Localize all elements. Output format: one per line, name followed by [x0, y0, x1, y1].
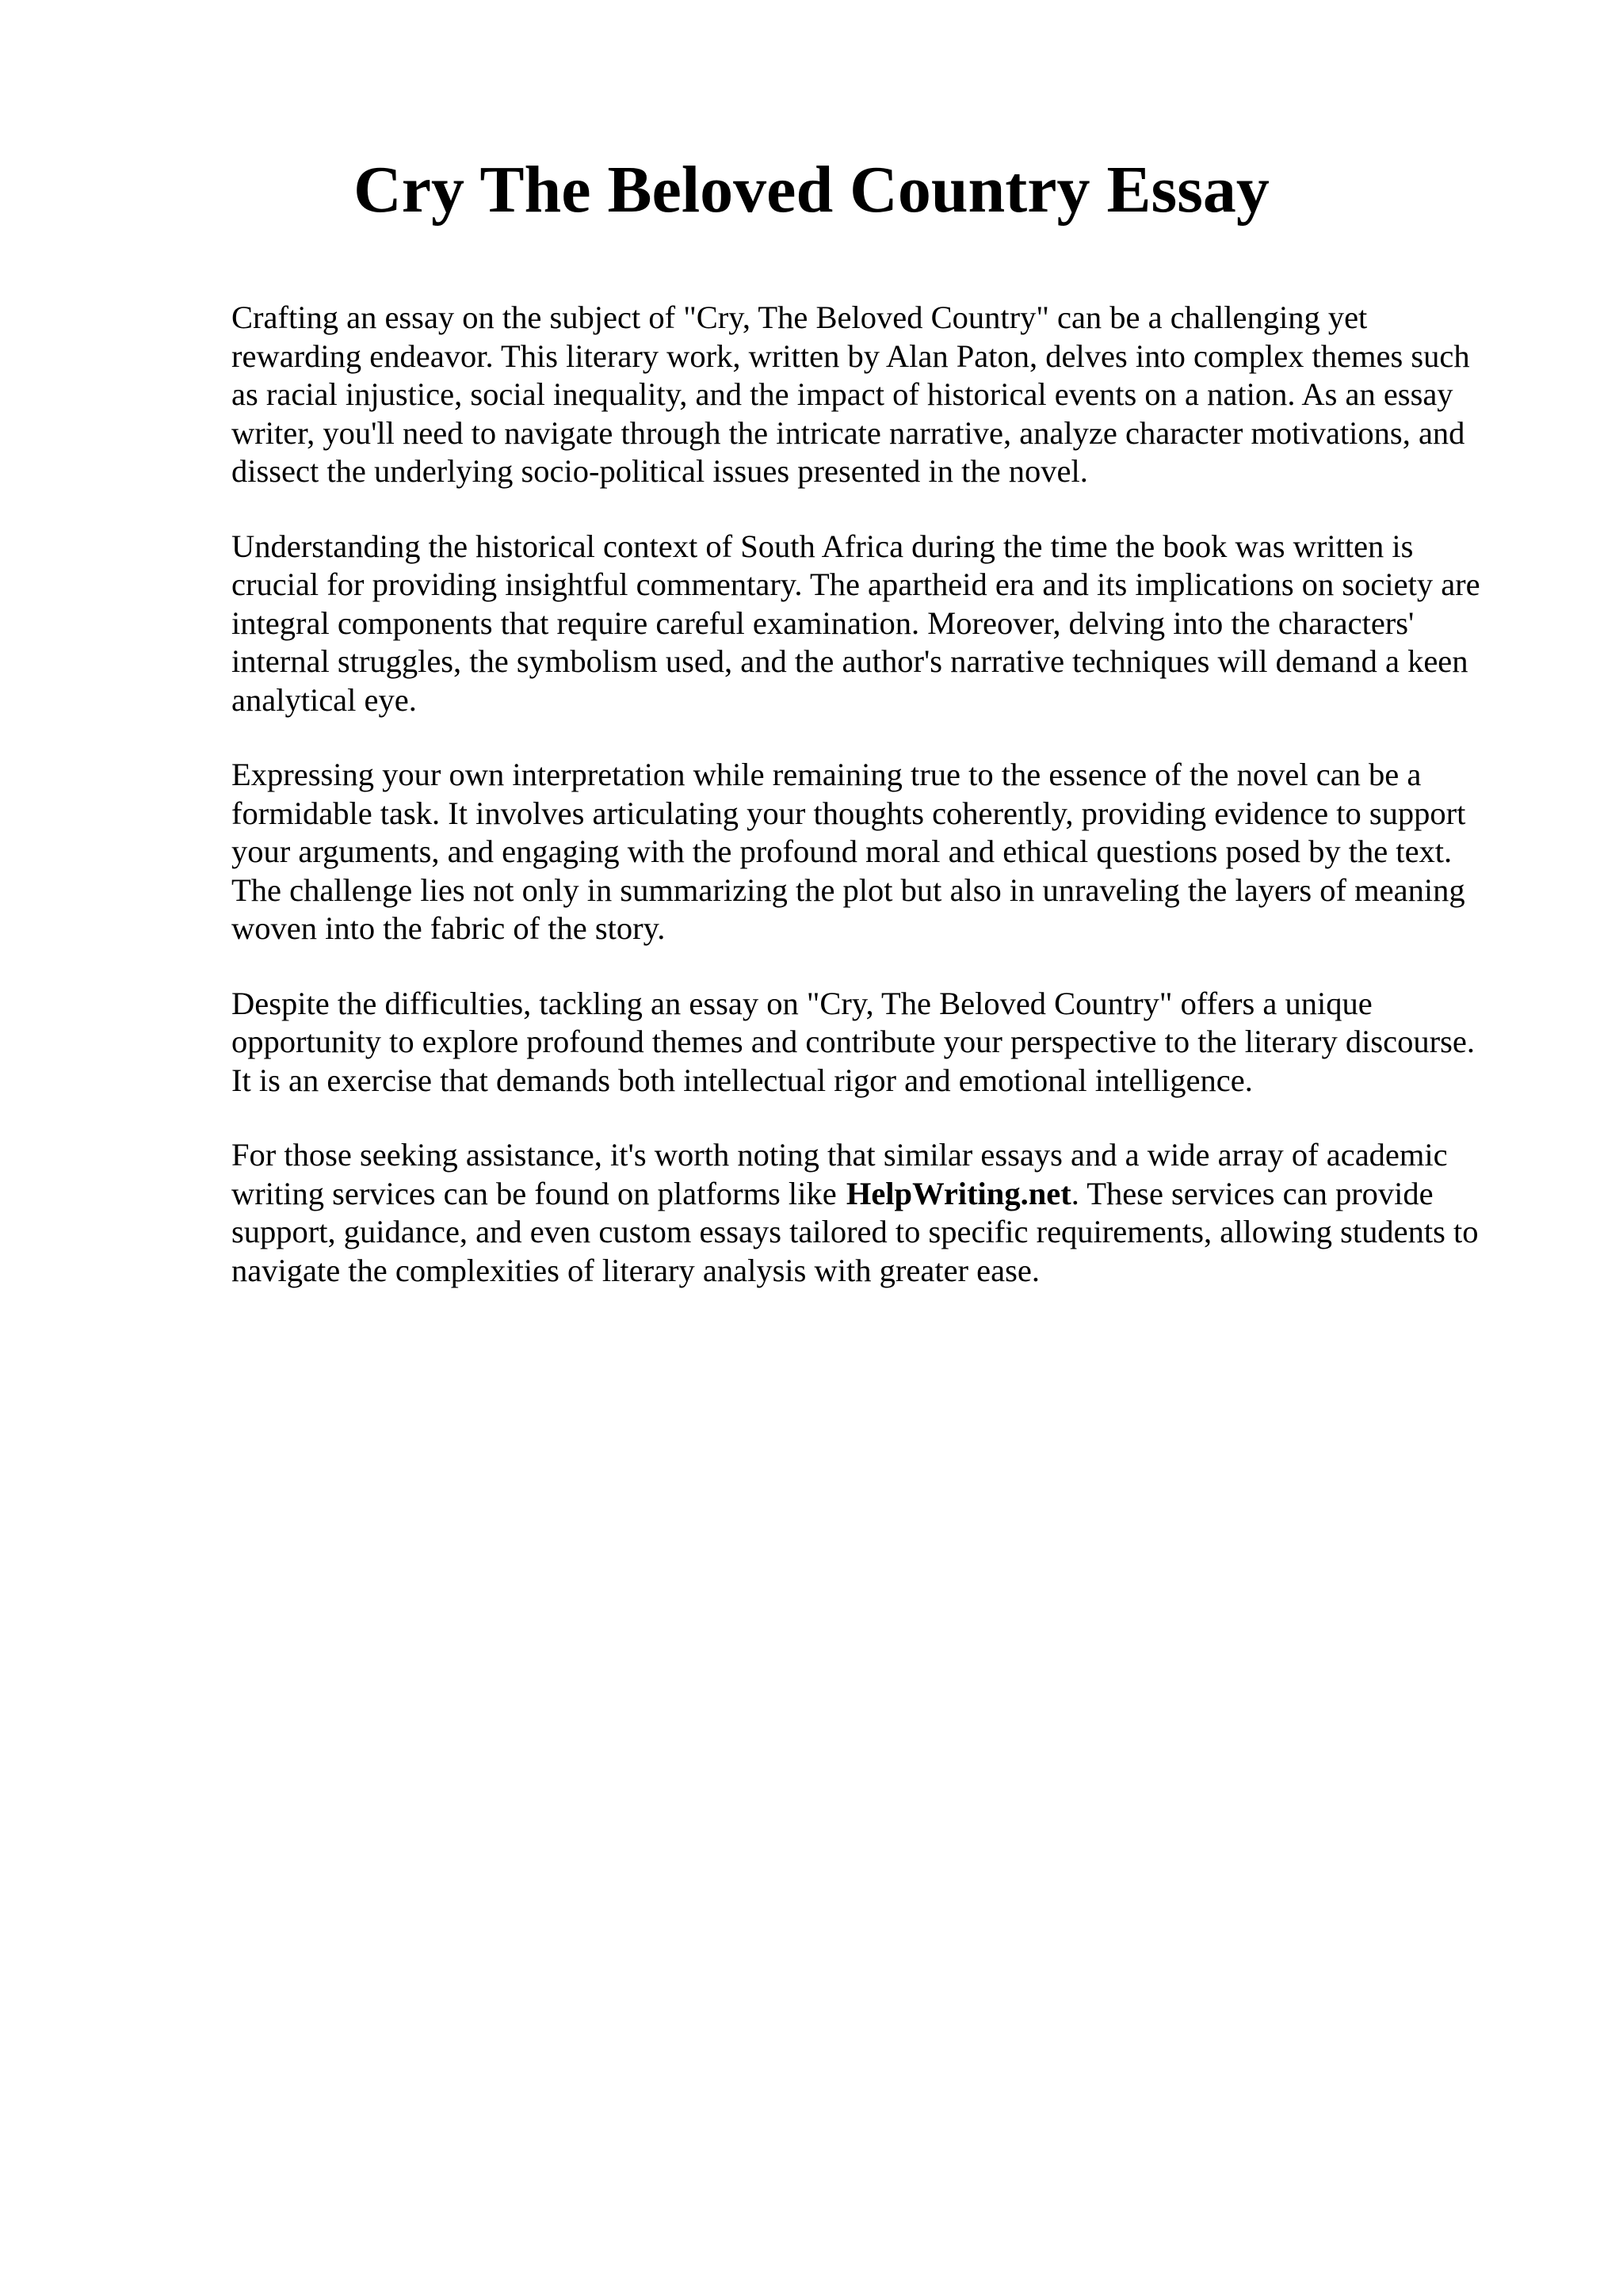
- document-title: Cry The Beloved Country Essay: [353, 153, 1270, 227]
- paragraph-1: [231, 299, 1528, 491]
- text-line: The challenge lies not only in summarizing the plot but also in unraveling the layers of meaning: [231, 871, 1465, 908]
- text-line: For those seeking assistance, it's worth noting that similar essays and a wide array of academic: [231, 1137, 1448, 1173]
- text-line: Despite the difficulties, tackling an essay on "Cry, The Beloved Country" offers a unique: [231, 985, 1373, 1021]
- paragraph-2: [231, 528, 1528, 720]
- text-line: navigate the complexities of literary analysis with greater ease.: [231, 1252, 1040, 1288]
- text-line: woven into the fabric of the story.: [231, 910, 666, 946]
- paragraph-5: [231, 1136, 1528, 1290]
- text-line: support, guidance, and even custom essays tailored to specific requirements, allowing students to: [231, 1214, 1479, 1249]
- document-body: [231, 299, 1528, 1326]
- text-segment: writing services can be found on platforms like: [231, 1175, 837, 1211]
- text-line: formidable task. It involves articulating your thoughts coherently, providing evidence to support: [231, 795, 1466, 831]
- text-line: It is an exercise that demands both intellectual rigor and emotional intelligence.: [231, 1062, 1253, 1098]
- text-line: Crafting an essay on the subject of "Cry, The Beloved Country" can be a challenging yet: [231, 299, 1368, 335]
- text-line-with-link: [231, 1175, 1528, 1214]
- text-line: internal struggles, the symbolism used, and the author's narrative techniques will demand a keen: [231, 643, 1468, 679]
- text-line: as racial injustice, social inequality, and the impact of historical events on a nation. As an essay: [231, 376, 1453, 412]
- text-line: rewarding endeavor. This literary work, written by Alan Paton, delves into complex themes such: [231, 338, 1470, 374]
- helpwriting-brand-text: HelpWriting.net: [846, 1175, 1071, 1211]
- text-line: dissect the underlying socio-political issues presented in the novel.: [231, 453, 1088, 489]
- text-line: integral components that require careful examination. Moreover, delving into the characters': [231, 605, 1415, 641]
- paragraph-3: [231, 756, 1528, 948]
- text-line: analytical eye.: [231, 681, 417, 718]
- text-segment: . These services can provide: [1071, 1175, 1434, 1211]
- text-line: your arguments, and engaging with the profound moral and ethical questions posed by the text.: [231, 833, 1453, 869]
- paragraph-4: [231, 985, 1528, 1100]
- text-line: writer, you'll need to navigate through the intricate narrative, analyze character motivations, and: [231, 414, 1465, 451]
- text-line: opportunity to explore profound themes and contribute your perspective to the literary discourse.: [231, 1024, 1475, 1059]
- text-line: Expressing your own interpretation while remaining true to the essence of the novel can be a: [231, 757, 1422, 792]
- text-line: crucial for providing insightful commentary. The apartheid era and its implications on society are: [231, 566, 1480, 602]
- text-line: Understanding the historical context of South Africa during the time the book was written is: [231, 528, 1414, 564]
